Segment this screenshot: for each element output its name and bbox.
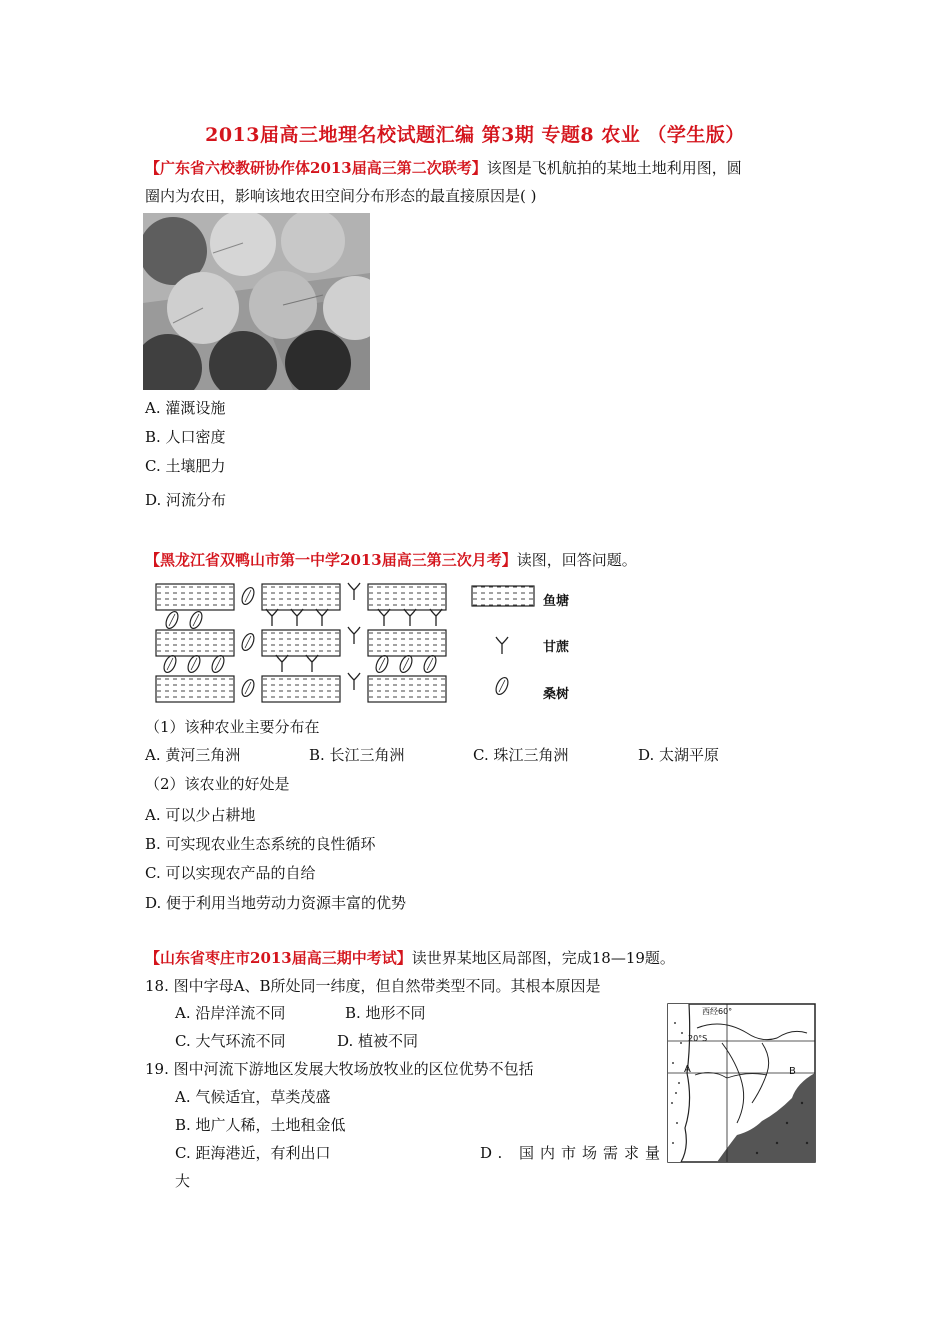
q2-sub2-option-d: D. 便于利用当地劳动力资源丰富的优势 [145,894,407,912]
q2-sub2-option-c: C. 可以实现农产品的自给 [145,864,316,882]
map-longitude-label: 西经60° [702,1007,733,1016]
q19-option-d: D. 国内市场需求量 [480,1144,667,1162]
q19-option-b: B. 地广人稀，土地租金低 [175,1116,346,1134]
q1-option-d: D. 河流分布 [145,491,227,509]
south-america-map [667,1003,816,1163]
q18-option-a: A. 沿岸洋流不同 [175,1004,286,1022]
q1-option-b: B. 人口密度 [145,428,226,446]
q19-option-a: A. 气候适宜，草类茂盛 [175,1088,331,1106]
map-label-b: B [789,1066,796,1077]
legend-fish-pond: 鱼塘 [543,594,570,609]
q2-source: 【黑龙江省双鸭山市第一中学2013届高三第三次月考】 [145,551,517,569]
aerial-farmland-photo [143,213,370,390]
q18-option-c: C. 大气环流不同 [175,1032,286,1050]
q1-stem-text: 该图是飞机航拍的某地土地利用图，圆 [486,159,742,177]
q19-option-d-continued: 大 [175,1172,191,1190]
q3-stem-text: 读世界某地区局部图，完成18—19题。 [411,949,675,967]
q2-stem-line [145,550,637,570]
map-label-a: A [684,1064,691,1075]
legend-sugarcane: 甘蔗 [543,640,570,655]
q3-stem-line [145,948,675,968]
q2-sub2-option-b: B. 可实现农业生态系统的良性循环 [145,835,376,853]
q18-stem: 18. 图中字母A、B所处同一纬度，但自然带类型不同。其根本原因是 [145,977,601,995]
q1-stem-line1 [145,158,742,178]
q1-option-c: C. 土壤肥力 [145,457,226,475]
q19-stem: 19. 图中河流下游地区发展大牧场放牧业的区位优势不包括 [145,1060,534,1078]
q18-option-d: D. 植被不同 [337,1032,419,1050]
q2-stem-text: 读图，回答问题。 [516,551,637,569]
legend-mulberry: 桑树 [543,687,570,702]
page-title: 2013届高三地理名校试题汇编 第3期 专题8 农业 （学生版） [205,124,745,146]
q2-sub1-option-d: D. 太湖平原 [638,746,720,764]
q18-option-b: B. 地形不同 [345,1004,426,1022]
q2-sub1: （1）该种农业主要分布在 [145,718,320,736]
q2-sub2: （2）该农业的好处是 [145,775,290,793]
map-latitude-label: 20°S [688,1034,708,1043]
q1-stem-line2: 圈内为农田，影响该地农田空间分布形态的最直接原因是( ) [145,187,537,205]
q19-option-c: C. 距海港近，有利出口 [175,1144,331,1162]
q1-option-a: A. 灌溉设施 [145,399,226,417]
q3-source: 【山东省枣庄市2013届高三期中考试】 [145,949,412,967]
q1-source: 【广东省六校教研协作体2013届高三第二次联考】 [145,159,487,177]
q2-sub1-option-a: A. 黄河三角洲 [145,746,241,764]
q2-sub1-option-b: B. 长江三角洲 [309,746,405,764]
q2-sub1-option-c: C. 珠江三角洲 [473,746,569,764]
dike-pond-diagram [152,578,584,708]
q2-sub2-option-a: A. 可以少占耕地 [145,806,256,824]
